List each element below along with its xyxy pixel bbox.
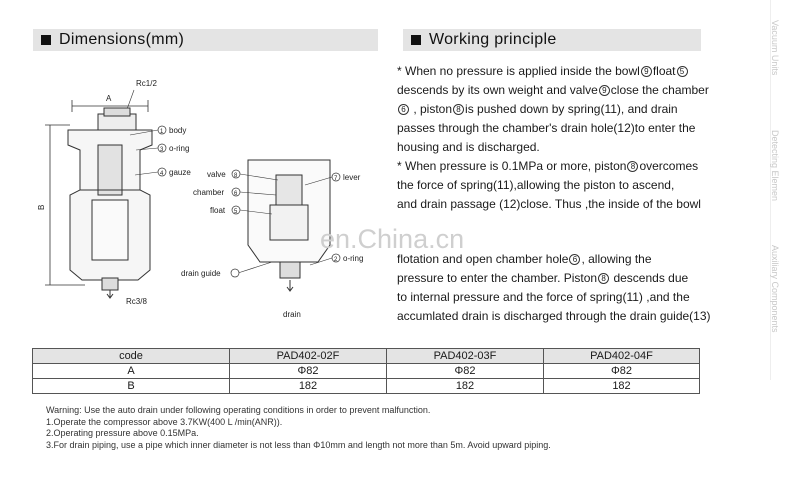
text-span: and drain passage (12)close. Thus ,the inside of the bowl xyxy=(397,197,701,211)
label-drain: drain xyxy=(283,310,301,319)
table-row xyxy=(33,379,700,394)
text-span: close the chamber xyxy=(610,83,709,97)
svg-text:float: float xyxy=(210,206,226,215)
svg-text:body: body xyxy=(169,126,187,135)
side-category-nav xyxy=(770,0,800,380)
svg-text:2: 2 xyxy=(334,257,338,263)
text-span: passes through the chamber's drain hole(12)to enter the xyxy=(397,121,696,135)
callout-body xyxy=(158,126,186,135)
svg-text:chamber: chamber xyxy=(193,188,225,197)
text-span: pressure to enter the chamber. Piston xyxy=(397,271,598,285)
warning-notes xyxy=(46,405,551,451)
warning-line: 1.Operate the compressor above 3.7KW(400 L /min(ANR)). xyxy=(46,416,283,427)
table-cell: Φ82 xyxy=(230,364,387,379)
text-span: accumlated drain is discharged through the drain guide(13) xyxy=(397,309,711,323)
text-span: * When no pressure is applied inside the bowl xyxy=(397,64,640,78)
warning-line: Warning: Use the auto drain under following operating conditions in order to prevent malfunction. xyxy=(46,405,431,415)
working-principle-line xyxy=(397,81,709,100)
circled-number: 6 xyxy=(569,254,580,265)
side-nav-item[interactable]: Auxiliary Components xyxy=(770,245,780,333)
text-span: float xyxy=(652,64,676,78)
table-header-row xyxy=(33,349,700,364)
text-span: descends due xyxy=(610,271,689,285)
warning-line: 3.For drain piping, use a pipe which inner diameter is not less than Φ10mm and length not more than 5m. Avoid upward piping. xyxy=(46,439,551,450)
working-principle-line xyxy=(397,250,652,269)
svg-text:3: 3 xyxy=(160,147,164,153)
table-header-cell: code xyxy=(33,349,230,364)
table-cell: Φ82 xyxy=(544,364,700,379)
text-span: , allowing the xyxy=(581,252,652,266)
working-principle-line xyxy=(397,307,711,326)
working-principle-line xyxy=(397,100,678,119)
svg-text:1: 1 xyxy=(160,129,164,135)
dimensions-title: Dimensions(mm) xyxy=(59,31,185,48)
working-principle-line xyxy=(397,157,698,176)
circled-number: 8 xyxy=(627,161,638,172)
svg-text:5: 5 xyxy=(234,209,238,215)
label-a: A xyxy=(106,94,112,103)
circled-number: 5 xyxy=(677,66,688,77)
table-cell: 182 xyxy=(230,379,387,394)
svg-text:lever: lever xyxy=(343,173,361,182)
circled-number: 6 xyxy=(398,104,409,115)
circled-number: 9 xyxy=(641,66,652,77)
table-header-cell: PAD402-03F xyxy=(387,349,544,364)
circled-number: 8 xyxy=(453,104,464,115)
text-span: to internal pressure and the force of spring(11) ,and the xyxy=(397,290,690,304)
spec-table xyxy=(32,348,700,394)
table-header-cell: PAD402-02F xyxy=(230,349,387,364)
working-principle-line xyxy=(397,176,674,195)
working-principle-line xyxy=(397,288,690,307)
table-cell: A xyxy=(33,364,230,379)
side-nav-item[interactable]: Detecting Elemen xyxy=(770,130,780,202)
drain-mechanism-drawing xyxy=(248,160,330,291)
text-span: is pushed down by spring(11), and drain xyxy=(465,102,678,116)
working-principle-line xyxy=(397,62,689,81)
table-cell: 182 xyxy=(387,379,544,394)
square-bullet-icon xyxy=(41,35,51,45)
svg-text:4: 4 xyxy=(160,171,164,177)
watermark: en.China.cn xyxy=(320,224,465,254)
side-nav-item[interactable]: Vacuum Units xyxy=(770,20,780,76)
text-span: , piston xyxy=(410,102,453,116)
svg-text:o-ring: o-ring xyxy=(343,254,364,263)
text-span: overcomes xyxy=(639,159,699,173)
svg-text:gauze: gauze xyxy=(169,168,191,177)
table-header-cell: PAD402-04F xyxy=(544,349,700,364)
text-span: descends by its own weight and valve xyxy=(397,83,598,97)
technical-drawing xyxy=(0,55,395,345)
callout-lever xyxy=(332,173,361,182)
label-rc-bottom: Rc3/8 xyxy=(126,297,147,306)
circled-number: 9 xyxy=(599,85,610,96)
callout-float xyxy=(210,206,240,215)
svg-text:valve: valve xyxy=(207,170,226,179)
text-span: the force of spring(11),allowing the piston to ascend, xyxy=(397,178,675,192)
svg-text:drain guide: drain guide xyxy=(181,269,221,278)
svg-text:o-ring: o-ring xyxy=(169,144,190,153)
label-rc-top: Rc1/2 xyxy=(136,79,157,88)
text-span: housing and is discharged. xyxy=(397,140,540,154)
circled-number: 8 xyxy=(598,273,609,284)
text-span: * When pressure is 0.1MPa or more, piston xyxy=(397,159,627,173)
working-principle-line xyxy=(397,119,695,138)
table-row xyxy=(33,364,700,379)
label-b: B xyxy=(37,204,46,210)
working-principle-title: Working principle xyxy=(429,31,557,48)
drain-body-drawing xyxy=(68,108,152,298)
callout-chamber xyxy=(193,188,240,197)
callout-oring xyxy=(158,144,189,153)
working-principle-line xyxy=(397,138,540,157)
text-span: flotation and open chamber hole xyxy=(397,252,569,266)
square-bullet-icon xyxy=(411,35,421,45)
dimensions-header xyxy=(33,29,378,51)
working-principle-line xyxy=(397,195,701,214)
svg-text:8: 8 xyxy=(234,173,238,179)
table-cell: B xyxy=(33,379,230,394)
callout-gauze xyxy=(158,168,191,177)
callout-drain-guide xyxy=(181,269,239,278)
svg-text:6: 6 xyxy=(234,191,238,197)
table-cell: Φ82 xyxy=(387,364,544,379)
working-principle-line xyxy=(397,269,688,288)
working-principle-header xyxy=(403,29,701,51)
warning-line: 2.Operating pressure above 0.15MPa. xyxy=(46,428,199,438)
table-cell: 182 xyxy=(544,379,700,394)
callout-valve xyxy=(207,170,240,179)
callout-oring-2 xyxy=(332,254,363,263)
svg-text:7: 7 xyxy=(334,176,338,182)
